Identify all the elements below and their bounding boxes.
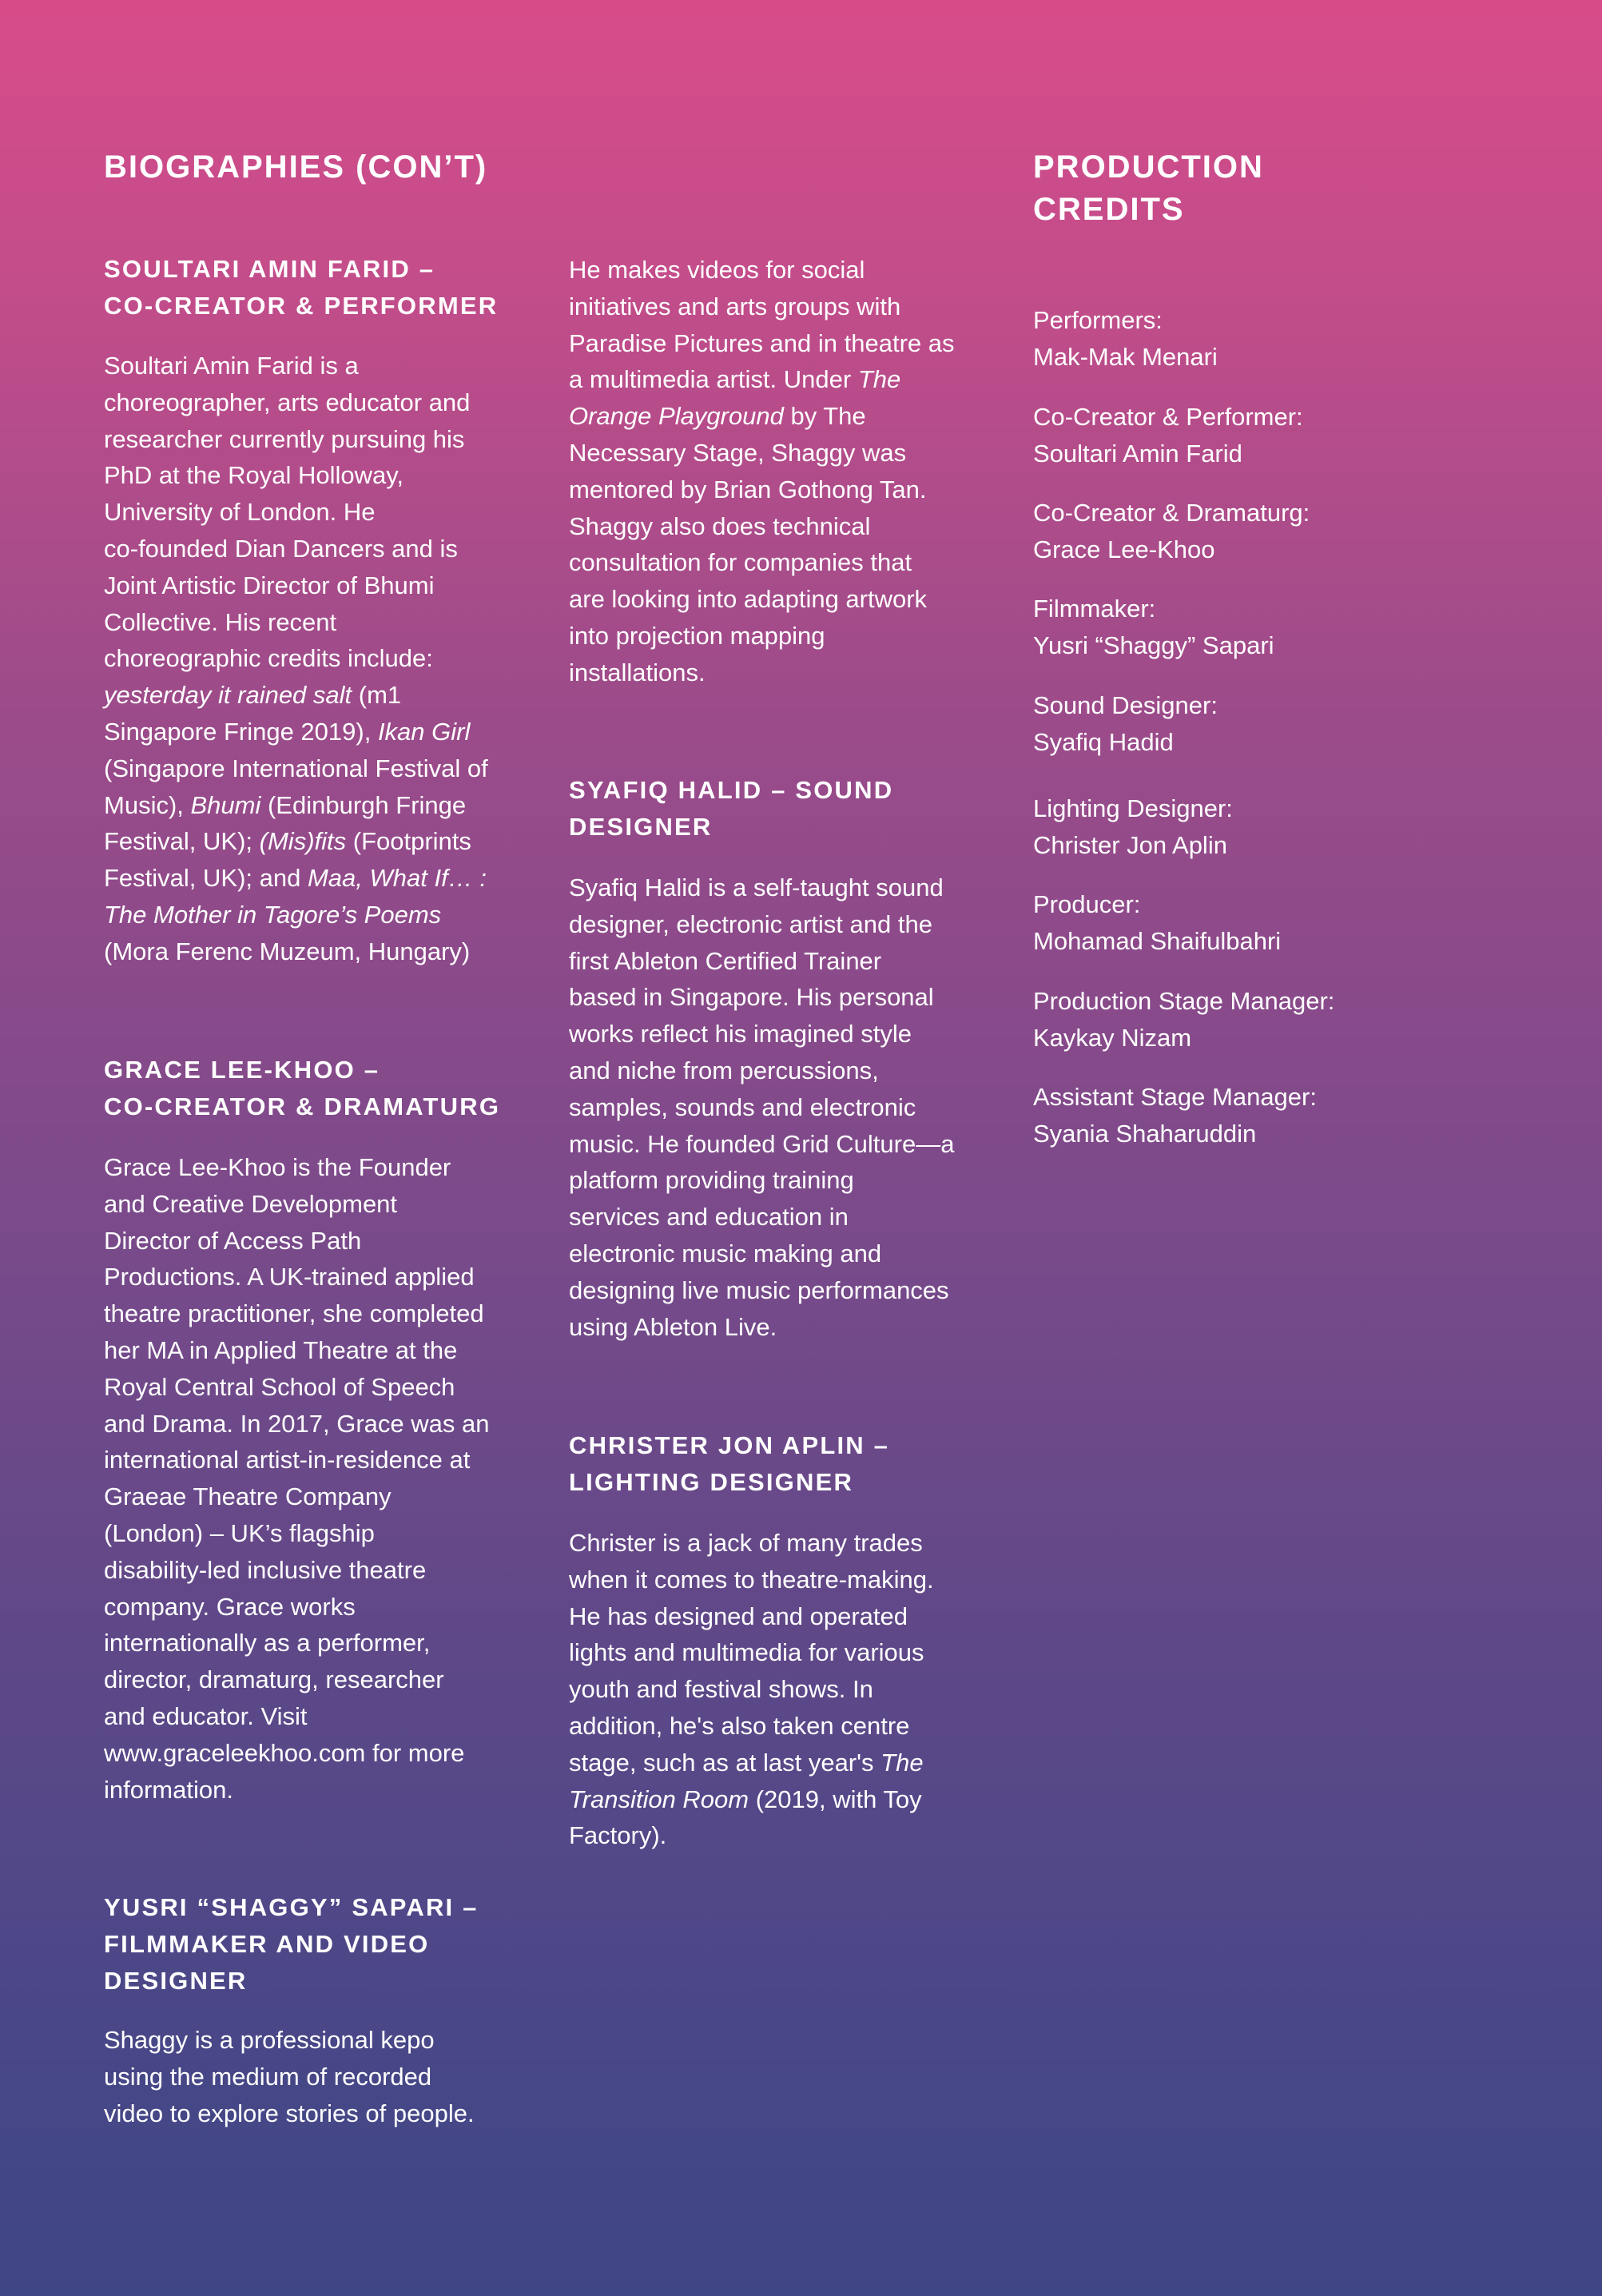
bio-body-christer [569, 1525, 934, 1854]
text-line: Paradise Pictures and in theatre as [569, 328, 955, 357]
credit-entry [1033, 886, 1281, 960]
text-line: initiatives and arts groups with [569, 292, 901, 320]
text-line: Shaggy is a professional kepo [104, 2026, 435, 2054]
production-credits-title [1033, 146, 1264, 231]
text-line: Singapore Fringe 2019), Ikan Girl [104, 717, 471, 746]
text-line: choreographic credits include: [104, 644, 433, 673]
bio-heading-christer [569, 1427, 889, 1501]
credit-entry [1033, 399, 1303, 472]
credit-name: Mohamad Shaifulbahri [1033, 926, 1282, 955]
bio-body-grace [104, 1149, 489, 1808]
text-line: researcher currently pursuing his [104, 424, 465, 453]
text-line: Soultari Amin Farid is a [104, 352, 359, 380]
italic-title: (Mis)fits [259, 827, 347, 856]
credit-role: Filmmaker: [1033, 595, 1156, 623]
production-credits-title-line1: PRODUCTION [1033, 149, 1264, 185]
text-line: works reflect his imagined style [569, 1020, 912, 1049]
bio-heading-christer-line2: LIGHTING DESIGNER [569, 1468, 854, 1496]
production-credits-title-line2: CREDITS [1033, 192, 1185, 227]
text-line: co-founded Dian Dancers and is [104, 534, 458, 563]
credit-name: Mak-Mak Menari [1033, 342, 1218, 371]
text-line: using Ableton Live. [569, 1312, 777, 1341]
text-line: Joint Artistic Director of Bhumi [104, 571, 435, 599]
text-line: and niche from percussions, [569, 1056, 879, 1084]
text-line: designer, electronic artist and the [569, 909, 932, 938]
text-line: Necessary Stage, Shaggy was [569, 438, 907, 467]
credit-name: Yusri “Shaggy” Sapari [1033, 631, 1274, 659]
text-line: Grace Lee-Khoo is the Founder [104, 1153, 451, 1181]
credit-name: Syafiq Hadid [1033, 727, 1174, 756]
credit-entry [1033, 983, 1334, 1056]
credit-role: Co-Creator & Dramaturg: [1033, 499, 1310, 527]
text-line: using the medium of recorded [104, 2062, 432, 2091]
text-line: video to explore stories of people. [104, 2099, 475, 2127]
text-line: youth and festival shows. In [569, 1675, 873, 1704]
text-line: services and education in [569, 1203, 849, 1232]
bio-body-shaggy-continued [569, 252, 955, 691]
text-line: electronic music making and [569, 1239, 882, 1267]
italic-title: The [857, 365, 901, 394]
text-line: Festival, UK); (Mis)fits (Footprints [104, 827, 471, 856]
text-line: Shaggy also does technical [569, 511, 871, 540]
credit-role: Lighting Designer: [1033, 794, 1233, 822]
italic-title: Maa, What If… : [307, 864, 487, 893]
bio-body-shaggy [104, 2022, 475, 2131]
credit-entry [1033, 687, 1218, 761]
text-line: samples, sounds and electronic [569, 1092, 916, 1121]
credit-role: Co-Creator & Performer: [1033, 403, 1303, 431]
bio-body-syafiq [569, 869, 954, 1345]
credit-name: Syania Shaharuddin [1033, 1119, 1257, 1148]
text-line: stage, such as at last year's The [569, 1748, 924, 1777]
text-line: and Creative Development [104, 1189, 398, 1218]
text-line: and Drama. In 2017, Grace was an [104, 1409, 490, 1438]
text-line: (Mora Ferenc Muzeum, Hungary) [104, 937, 471, 965]
text-line: information. [104, 1775, 233, 1804]
text-line: disability-led inclusive theatre [104, 1555, 427, 1584]
credit-name: Soultari Amin Farid [1033, 439, 1242, 468]
credit-name: Kaykay Nizam [1033, 1023, 1192, 1052]
text-line: Christer is a jack of many trades [569, 1529, 923, 1557]
text-line: choreographer, arts educator and [104, 388, 471, 416]
credit-role: Producer: [1033, 890, 1141, 918]
italic-title: The Mother in Tagore’s Poems [104, 900, 442, 929]
bio-heading-syafiq [569, 772, 893, 846]
text-line: first Ableton Certified Trainer [569, 946, 882, 975]
text-line: Syafiq Halid is a self-taught sound [569, 873, 944, 901]
text-line: PhD at the Royal Holloway, [104, 461, 404, 490]
text-line: a multimedia artist. Under The [569, 365, 901, 394]
text-line: Music), Bhumi (Edinburgh Fringe [104, 790, 467, 819]
text-line: Factory). [569, 1821, 667, 1850]
text-line: He has designed and operated [569, 1602, 908, 1630]
bio-heading-christer-line1: CHRISTER JON APLIN – [569, 1431, 890, 1459]
credit-role: Assistant Stage Manager: [1033, 1083, 1317, 1111]
text-line: are looking into adapting artwork [569, 585, 928, 614]
bio-body-soultari [104, 348, 488, 970]
text-line: and educator. Visit [104, 1701, 308, 1730]
italic-title: yesterday it rained salt [104, 681, 352, 710]
text-line: international artist-in-residence at [104, 1446, 471, 1474]
credit-entry [1033, 790, 1233, 864]
text-line: Festival, UK); and Maa, What If… : [104, 864, 487, 893]
text-line: (London) – UK’s flagship [104, 1518, 375, 1547]
text-line: lights and multimedia for various [569, 1638, 924, 1667]
text-line: her MA in Applied Theatre at the [104, 1335, 458, 1364]
bio-heading-shaggy-line2: FILMMAKER AND VIDEO [104, 1930, 430, 1958]
text-line: platform providing training [569, 1166, 854, 1195]
italic-title: The [881, 1748, 924, 1777]
credit-role: Performers: [1033, 306, 1163, 334]
italic-title: Transition Room [569, 1785, 749, 1813]
bio-heading-grace [104, 1052, 500, 1125]
bio-heading-soultari-line2: CO-CREATOR & PERFORMER [104, 292, 499, 320]
bio-heading-shaggy [104, 1889, 479, 2000]
text-line: He makes videos for social [569, 256, 865, 284]
credit-entry [1033, 591, 1274, 664]
text-line: addition, he's also taken centre [569, 1711, 910, 1740]
text-line: music. He founded Grid Culture—a [569, 1129, 955, 1158]
text-line: when it comes to theatre-making. [569, 1565, 934, 1594]
text-line: internationally as a performer, [104, 1629, 431, 1657]
bio-heading-soultari [104, 251, 498, 324]
biographies-title: BIOGRAPHIES (CON’T) [104, 149, 488, 185]
bio-heading-grace-line1: GRACE LEE-KHOO – [104, 1056, 380, 1084]
credit-role: Sound Designer: [1033, 691, 1218, 719]
text-line: Graeae Theatre Company [104, 1482, 392, 1511]
text-line: installations. [569, 658, 706, 686]
text-line: company. Grace works [104, 1592, 356, 1621]
text-line: (Singapore International Festival of [104, 754, 488, 782]
text-line: based in Singapore. His personal [569, 983, 934, 1012]
text-line: designing live music performances [569, 1275, 949, 1304]
text-line: Transition Room (2019, with Toy [569, 1785, 922, 1813]
italic-title: Ikan Girl [377, 717, 471, 746]
text-line: Royal Central School of Speech [104, 1372, 455, 1401]
bio-heading-grace-line2: CO-CREATOR & DRAMATURG [104, 1092, 501, 1120]
text-line: director, dramaturg, researcher [104, 1665, 444, 1694]
text-line: Director of Access Path [104, 1226, 362, 1255]
credit-name: Grace Lee-Khoo [1033, 535, 1215, 563]
credit-entry [1033, 1079, 1317, 1152]
credit-entry [1033, 495, 1310, 568]
text-line: into projection mapping [569, 621, 825, 650]
text-line: Productions. A UK-trained applied [104, 1263, 475, 1291]
credit-entry [1033, 302, 1218, 376]
bio-heading-syafiq-line2: DESIGNER [569, 813, 713, 841]
bio-heading-soultari-line1: SOULTARI AMIN FARID – [104, 255, 435, 283]
text-line: mentored by Brian Gothong Tan. [569, 475, 927, 503]
text-line: yesterday it rained salt (m1 [104, 681, 402, 710]
text-line: theatre practitioner, she completed [104, 1299, 484, 1328]
text-line: Orange Playground by The [569, 402, 866, 431]
credit-role: Production Stage Manager: [1033, 987, 1335, 1015]
text-line: Collective. His recent [104, 607, 337, 636]
credit-name: Christer Jon Aplin [1033, 830, 1227, 859]
bio-heading-shaggy-line1: YUSRI “SHAGGY” SAPARI – [104, 1893, 479, 1921]
text-line: consultation for companies that [569, 548, 912, 577]
italic-title: Orange Playground [569, 402, 784, 431]
bio-heading-syafiq-line1: SYAFIQ HALID – SOUND [569, 776, 894, 804]
text-line: University of London. He [104, 498, 376, 527]
text-line: www.graceleekhoo.com for more [104, 1738, 465, 1767]
text-line [104, 897, 488, 933]
bio-heading-shaggy-line3: DESIGNER [104, 1967, 248, 1995]
italic-title: Bhumi [190, 790, 261, 819]
